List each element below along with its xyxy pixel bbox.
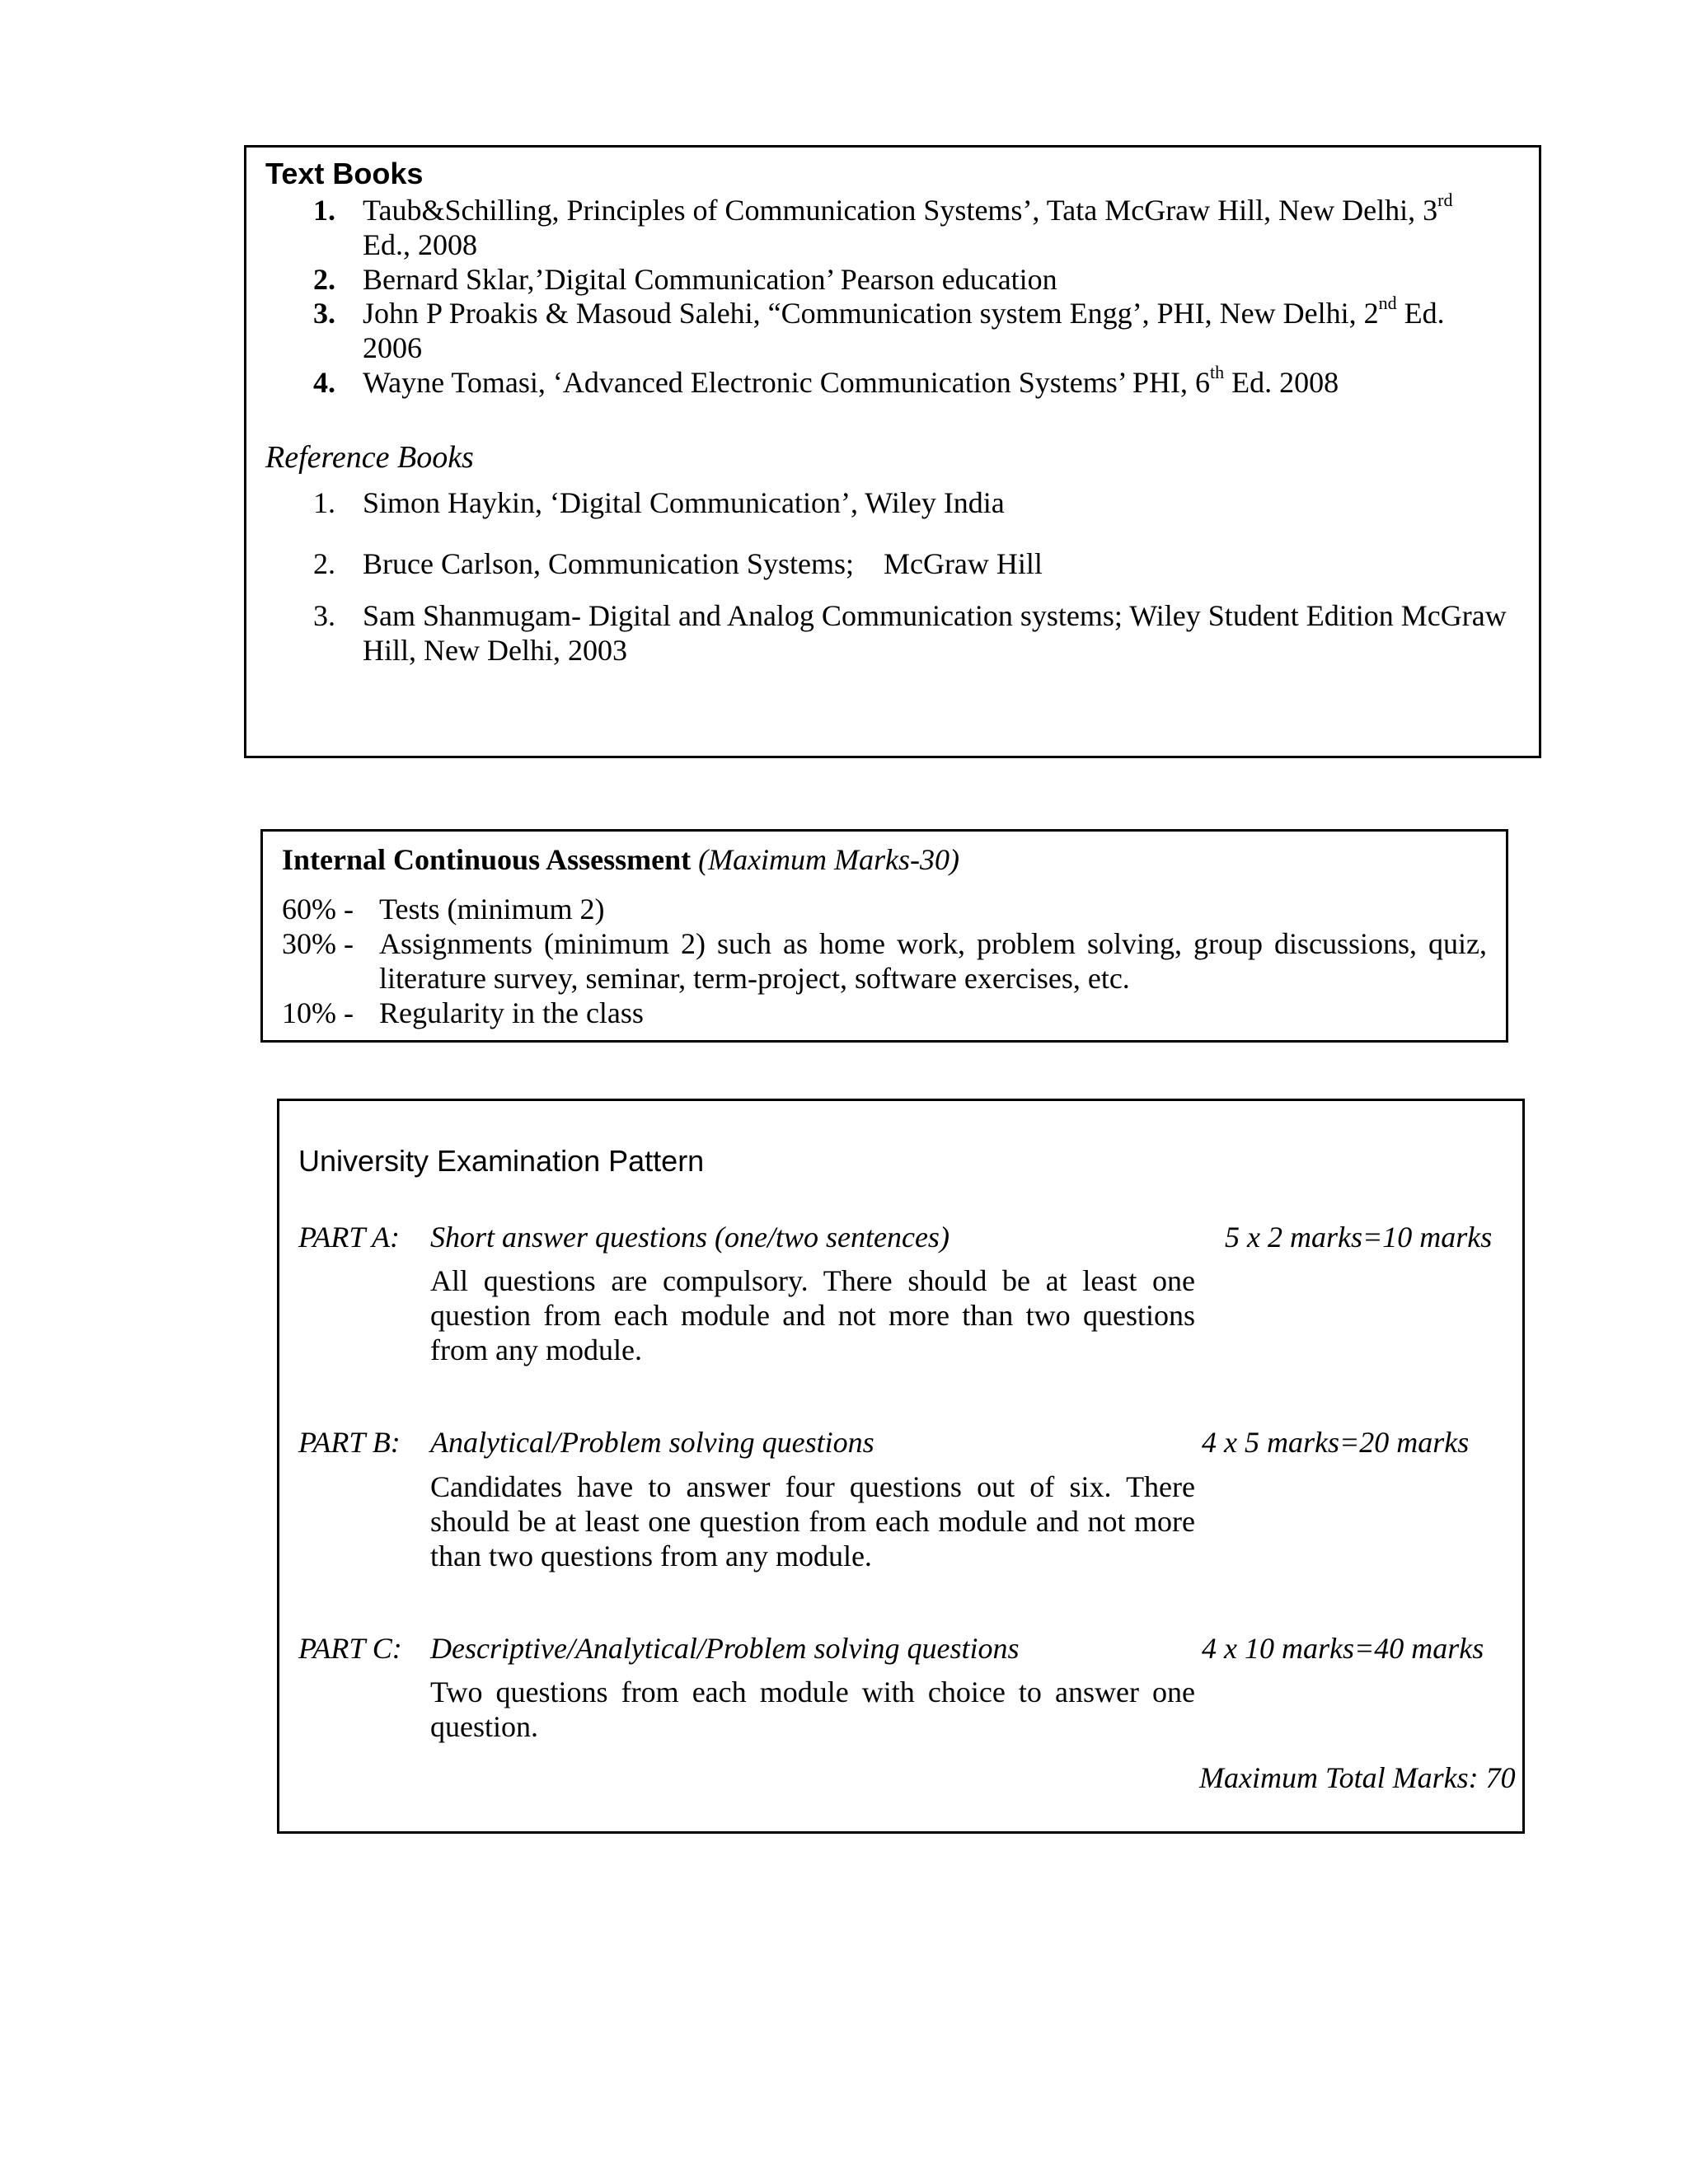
assessment-row-3-pct: 10% - bbox=[282, 996, 354, 1029]
part-c-title: Descriptive/Analytical/Problem solving questions bbox=[430, 1632, 1020, 1665]
part-b-desc-3: than two questions from any module. bbox=[430, 1540, 872, 1572]
part-c-marks: 4 x 10 marks=40 marks bbox=[1202, 1632, 1484, 1665]
text-book-2: Bernard Sklar,’Digital Communication’ Pearson education bbox=[363, 263, 1057, 296]
reference-books-heading: Reference Books bbox=[265, 440, 474, 475]
text-book-4: Wayne Tomasi, ‘Advanced Electronic Communication Systems’ PHI, 6th Ed. 2008 bbox=[363, 362, 1339, 399]
part-a-title: Short answer questions (one/two sentences) bbox=[430, 1221, 950, 1254]
part-c-label: PART C: bbox=[298, 1632, 402, 1665]
text-book-3: John P Proakis & Masoud Salehi, “Communication system Engg’, PHI, New Delhi, 2nd Ed. bbox=[363, 293, 1445, 330]
assessment-row-2-cont: literature survey, seminar, term-project, software exercises, etc. bbox=[379, 962, 1130, 995]
internal-assessment-heading: Internal Continuous Assessment (Maximum Marks-30) bbox=[282, 843, 960, 876]
exam-pattern-heading: University Examination Pattern bbox=[298, 1144, 705, 1178]
part-a-desc-1: All questions are compulsory. There should be at least one bbox=[430, 1264, 1195, 1297]
part-a-desc-3: from any module. bbox=[430, 1333, 642, 1366]
part-b-label: PART B: bbox=[298, 1426, 401, 1459]
assessment-row-2-pct: 30% - bbox=[282, 927, 354, 960]
part-b-title: Analytical/Problem solving questions bbox=[430, 1426, 874, 1459]
text-book-2-num: 2. bbox=[313, 263, 335, 296]
part-b-marks: 4 x 5 marks=20 marks bbox=[1202, 1426, 1470, 1459]
exam-total-marks: Maximum Total Marks: 70 bbox=[1199, 1761, 1516, 1794]
text-book-4-num: 4. bbox=[313, 366, 335, 399]
reference-book-3: Sam Shanmugam- Digital and Analog Communication systems; Wiley Student Edition McGraw bbox=[363, 599, 1507, 632]
assessment-row-2: Assignments (minimum 2) such as home work, problem solving, group discussions, quiz, bbox=[379, 927, 1487, 960]
text-book-3-cont: 2006 bbox=[363, 331, 422, 364]
assessment-row-1-pct: 60% - bbox=[282, 893, 354, 926]
text-book-1: Taub&Schilling, Principles of Communication Systems’, Tata McGraw Hill, New Delhi, 3rd bbox=[363, 190, 1453, 227]
text-books-heading: Text Books bbox=[265, 157, 424, 190]
part-a-label: PART A: bbox=[298, 1221, 401, 1254]
reference-book-3-cont: Hill, New Delhi, 2003 bbox=[363, 634, 627, 667]
assessment-row-1: Tests (minimum 2) bbox=[379, 893, 605, 926]
text-book-1-num: 1. bbox=[313, 194, 335, 227]
part-a-desc-2: question from each module and not more than two questions bbox=[430, 1299, 1195, 1332]
text-book-1-cont: Ed., 2008 bbox=[363, 228, 477, 261]
part-c-desc-2: question. bbox=[430, 1710, 538, 1743]
reference-book-3-num: 3. bbox=[313, 599, 335, 632]
assessment-row-3: Regularity in the class bbox=[379, 996, 644, 1029]
part-b-desc-2: should be at least one question from each module and not more bbox=[430, 1505, 1195, 1538]
reference-book-1-num: 1. bbox=[313, 486, 335, 519]
part-b-desc-1: Candidates have to answer four questions out of six. There bbox=[430, 1470, 1195, 1503]
text-book-3-num: 3. bbox=[313, 297, 335, 330]
reference-book-2-num: 2. bbox=[313, 547, 335, 580]
reference-book-2: Bruce Carlson, Communication Systems; McGraw Hill bbox=[363, 547, 1043, 580]
part-a-marks: 5 x 2 marks=10 marks bbox=[1225, 1221, 1493, 1254]
part-c-desc-1: Two questions from each module with choice to answer one bbox=[430, 1675, 1195, 1708]
reference-book-1: Simon Haykin, ‘Digital Communication’, Wiley India bbox=[363, 486, 1005, 519]
